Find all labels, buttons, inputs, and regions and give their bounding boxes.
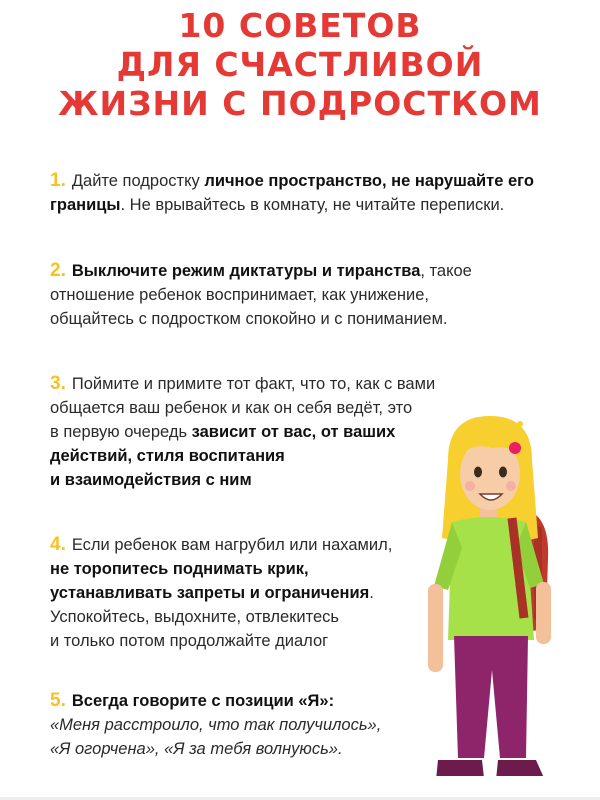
tip-number: 3. (50, 373, 66, 394)
tip-emphasis: личное пространство, не нарушайте его (204, 172, 534, 190)
tip-number: 2. (50, 260, 66, 281)
tip-emphasis: действий, стиля воспитания (50, 447, 285, 465)
tip-3 (50, 372, 435, 492)
tip-emphasis: зависит от вас, от ваших (191, 423, 396, 441)
tip-text: общайтесь с подростком спокойно и с пониманием. (50, 310, 448, 328)
tip-text: отношение ребенок воспринимает, как унижение, (50, 286, 430, 304)
tip-2 (50, 259, 472, 331)
tip-text: Дайте подростку (71, 172, 205, 190)
tip-number: 4. (50, 534, 66, 555)
title-line-1: 10 СОВЕТОВ (178, 6, 422, 45)
tip-text: и только потом продолжайте диалог (50, 632, 329, 650)
tip-text: общается ваш ребенок и как он себя ведёт, это (50, 399, 413, 417)
tip-emphasis: Выключите режим диктатуры и тиранства (71, 262, 421, 280)
tip-number: 5. (50, 690, 66, 711)
tip-emphasis: границы (50, 196, 121, 214)
tip-emphasis: не торопитесь поднимать крик, (50, 560, 309, 578)
tip-quote: «Я огорчена», «Я за тебя волнуюсь». (50, 740, 343, 758)
tip-quote: «Меня расстроило, что так получилось», (50, 716, 382, 734)
tip-text: . Не врывайтесь в комнату, не читайте переписки. (120, 196, 505, 214)
tip-text: . (369, 584, 374, 602)
page-title (0, 6, 600, 123)
teen-girl-illustration (408, 408, 568, 800)
tip-emphasis: устанавливать запреты и ограничения (50, 584, 370, 602)
tip-emphasis: и взаимодействия с ним (50, 471, 252, 489)
tip-number: 1. (50, 170, 66, 191)
title-line-2: ДЛЯ СЧАСТЛИВОЙ (116, 45, 484, 84)
tip-text: Поймите и примите тот факт, что то, как с вами (71, 375, 436, 393)
tip-4 (50, 533, 392, 653)
tip-text: Успокойтесь, выдохните, отвлекитесь (50, 608, 340, 626)
tip-emphasis: Всегда говорите с позиции «Я»: (71, 692, 335, 710)
tip-text: в первую очередь (50, 423, 192, 441)
title-line-3: ЖИЗНИ С ПОДРОСТКОМ (58, 84, 542, 123)
tip-5 (50, 689, 381, 761)
tip-text: Если ребенок вам нагрубил или нахамил, (71, 536, 393, 554)
tip-1 (50, 169, 534, 217)
tip-text: , такое (420, 262, 472, 280)
